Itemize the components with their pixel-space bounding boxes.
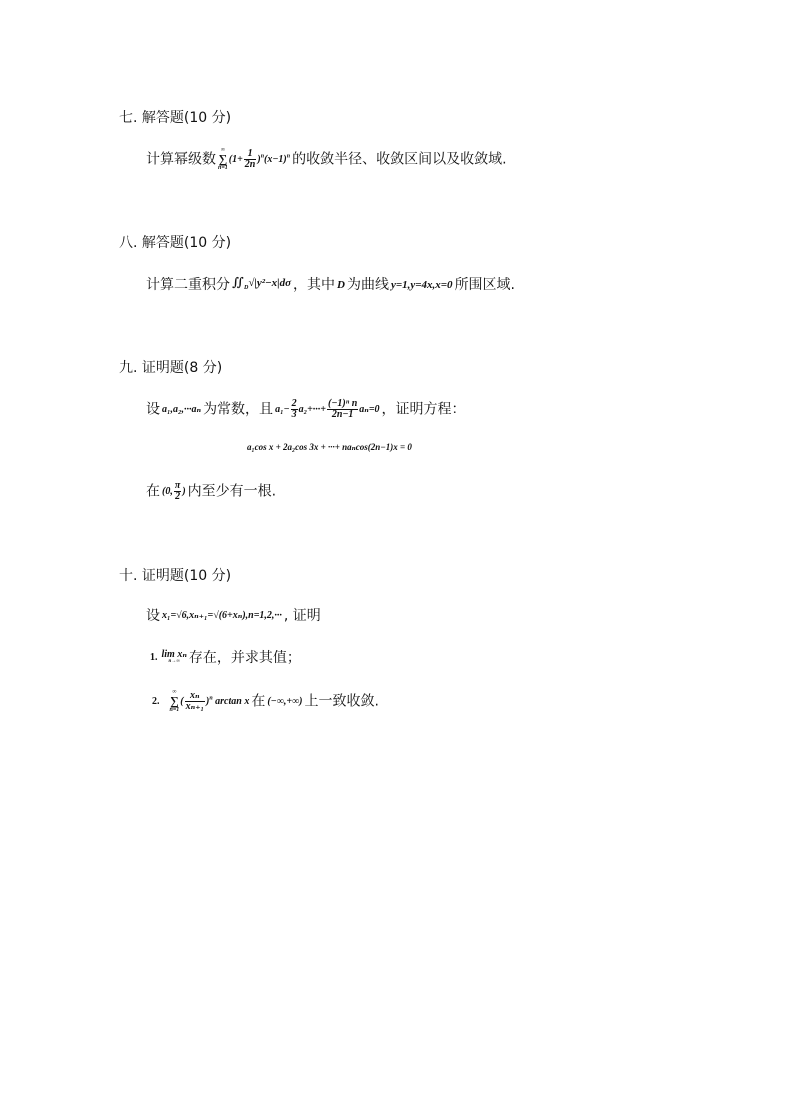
q10-item1-text: 存在，并求其值；: [188, 650, 301, 666]
q8-text-before: 计算二重积分: [146, 277, 230, 294]
q9-interval-num: π: [174, 480, 181, 491]
q9-text-after: ，证明方程：: [381, 401, 466, 418]
q8-text-mid2: 为曲线: [346, 277, 389, 294]
q9-interval-den: 2: [175, 491, 181, 502]
q9-cond-frac: [291, 399, 298, 420]
q10-item1-lim-under: n→∞: [168, 659, 180, 664]
q10-heading: 十. 证明题(10 分): [119, 568, 232, 584]
q9-cond-a: a₁−: [275, 403, 290, 415]
q8-body: [146, 273, 515, 297]
q8-curves: y=1,y=4x,x=0: [390, 279, 453, 292]
q8-region-D: D: [337, 279, 345, 292]
q10-item2-frac-den: xₙ₊₁: [185, 701, 204, 712]
q9-cond-frac2-den: 2n−1: [331, 409, 354, 420]
q7-exp-n: n: [260, 153, 265, 160]
q10-item2-math: arctan x: [215, 695, 250, 707]
q10-item2-interval: (−∞,+∞): [267, 695, 303, 707]
q9-cond-frac-num: 2: [291, 398, 297, 409]
q9-cond-frac2: [327, 399, 358, 420]
q10-item2-sum-sub: n=1: [169, 707, 180, 713]
q8-heading: 八. 解答题(10 分): [119, 235, 232, 251]
q10-seq-def: x₁=√6,xₙ₊₁=√(6+xₙ),n=1,2,···: [162, 610, 282, 621]
q10-item2-text-after: 上一致收敛.: [304, 693, 379, 710]
q8-integral-formula: [232, 273, 291, 297]
q9-interval-a: (0,: [162, 485, 173, 497]
q7-math-d: (x−1): [264, 153, 287, 165]
q9-cond-frac-den: 3: [291, 409, 297, 420]
q10-item1-lim: lim xₙ: [161, 649, 187, 660]
q9-cond-frac2-num: (−1)ⁿ n: [328, 398, 358, 409]
q7-sum-sup: ∞: [220, 147, 226, 153]
q9-text-mid: 为常数，且: [203, 401, 274, 418]
q8-text-after: 所围区域.: [454, 277, 516, 294]
q7-body: [146, 147, 507, 172]
q9-vars: a₁,a₂,···aₙ: [162, 403, 202, 415]
q9-cond-b: a₂+···+: [298, 403, 326, 415]
q7-frac-num: 1: [244, 149, 257, 160]
q10-item2: [150, 689, 379, 714]
q7-math-a: (1+: [228, 153, 243, 165]
q7-text-before: 计算幂级数: [146, 151, 216, 168]
q7-exp-n2: n: [286, 153, 291, 160]
q10-item2-sum: [170, 689, 180, 714]
q7-text-after: 的收敛半径、收敛区间以及收敛域.: [292, 151, 507, 168]
q7-series-formula: [218, 147, 290, 172]
q10-body: [146, 607, 321, 625]
q10-item2-frac-num: xₙ: [185, 691, 205, 702]
q9-root-line: [146, 481, 276, 502]
q10-text-before: 设: [146, 608, 160, 624]
q10-item2-formula: ∞ ∑ n=1 ( $\frac{\text{xₙ}}{\text{xₙ₊₁}}$ )$^n$ arctan x: [169, 689, 250, 713]
q10-item1-limit: [162, 651, 187, 665]
q9-root-before: 在: [146, 483, 160, 500]
q7-fraction: [244, 149, 257, 170]
q9-body: [146, 399, 466, 420]
q7-frac-den: 2n: [244, 159, 256, 170]
q9-text-before: 设: [146, 401, 160, 418]
q10-item1: [148, 649, 301, 667]
sigma-icon: ∑: [170, 694, 179, 708]
q10-item2-text-mid: 在: [251, 693, 266, 710]
q10-item2-sum-sup: ∞: [172, 689, 177, 695]
q7-heading: 七. 解答题(10 分): [119, 110, 232, 126]
q9-interval-frac: [174, 481, 181, 502]
q10-item2-frac: [185, 691, 205, 712]
q9-root-after: 内至少有一根.: [187, 483, 277, 500]
q10-item2-exp: n: [209, 695, 213, 702]
q8-integral-sub: D: [244, 285, 249, 292]
q10-item1-num: 1.: [150, 652, 158, 663]
q9-equation: a₁cos x + 2a₂cos 3x + ···+ naₙcos(2n−1)x = 0: [247, 442, 412, 452]
q7-math-b: ): [257, 153, 261, 165]
q8-integrand: √|y²−x|dσ: [248, 277, 292, 289]
q7-sum-symbol: [218, 147, 228, 172]
q9-interval: [162, 481, 186, 502]
q9-cond-c: aₙ=0: [359, 403, 380, 415]
double-integral-icon: ∬: [232, 275, 245, 289]
q9-interval-b: ): [182, 485, 186, 497]
q9-condition: [275, 399, 379, 420]
q10-text-after: , 证明: [283, 608, 321, 624]
q7-sum-sub: n=1: [218, 165, 228, 171]
q10-item2-num: 2.: [152, 695, 160, 707]
q8-text-mid: ，其中: [293, 277, 336, 294]
sigma-icon: ∑: [218, 152, 228, 166]
q9-heading: 九. 证明题(8 分): [119, 360, 223, 376]
